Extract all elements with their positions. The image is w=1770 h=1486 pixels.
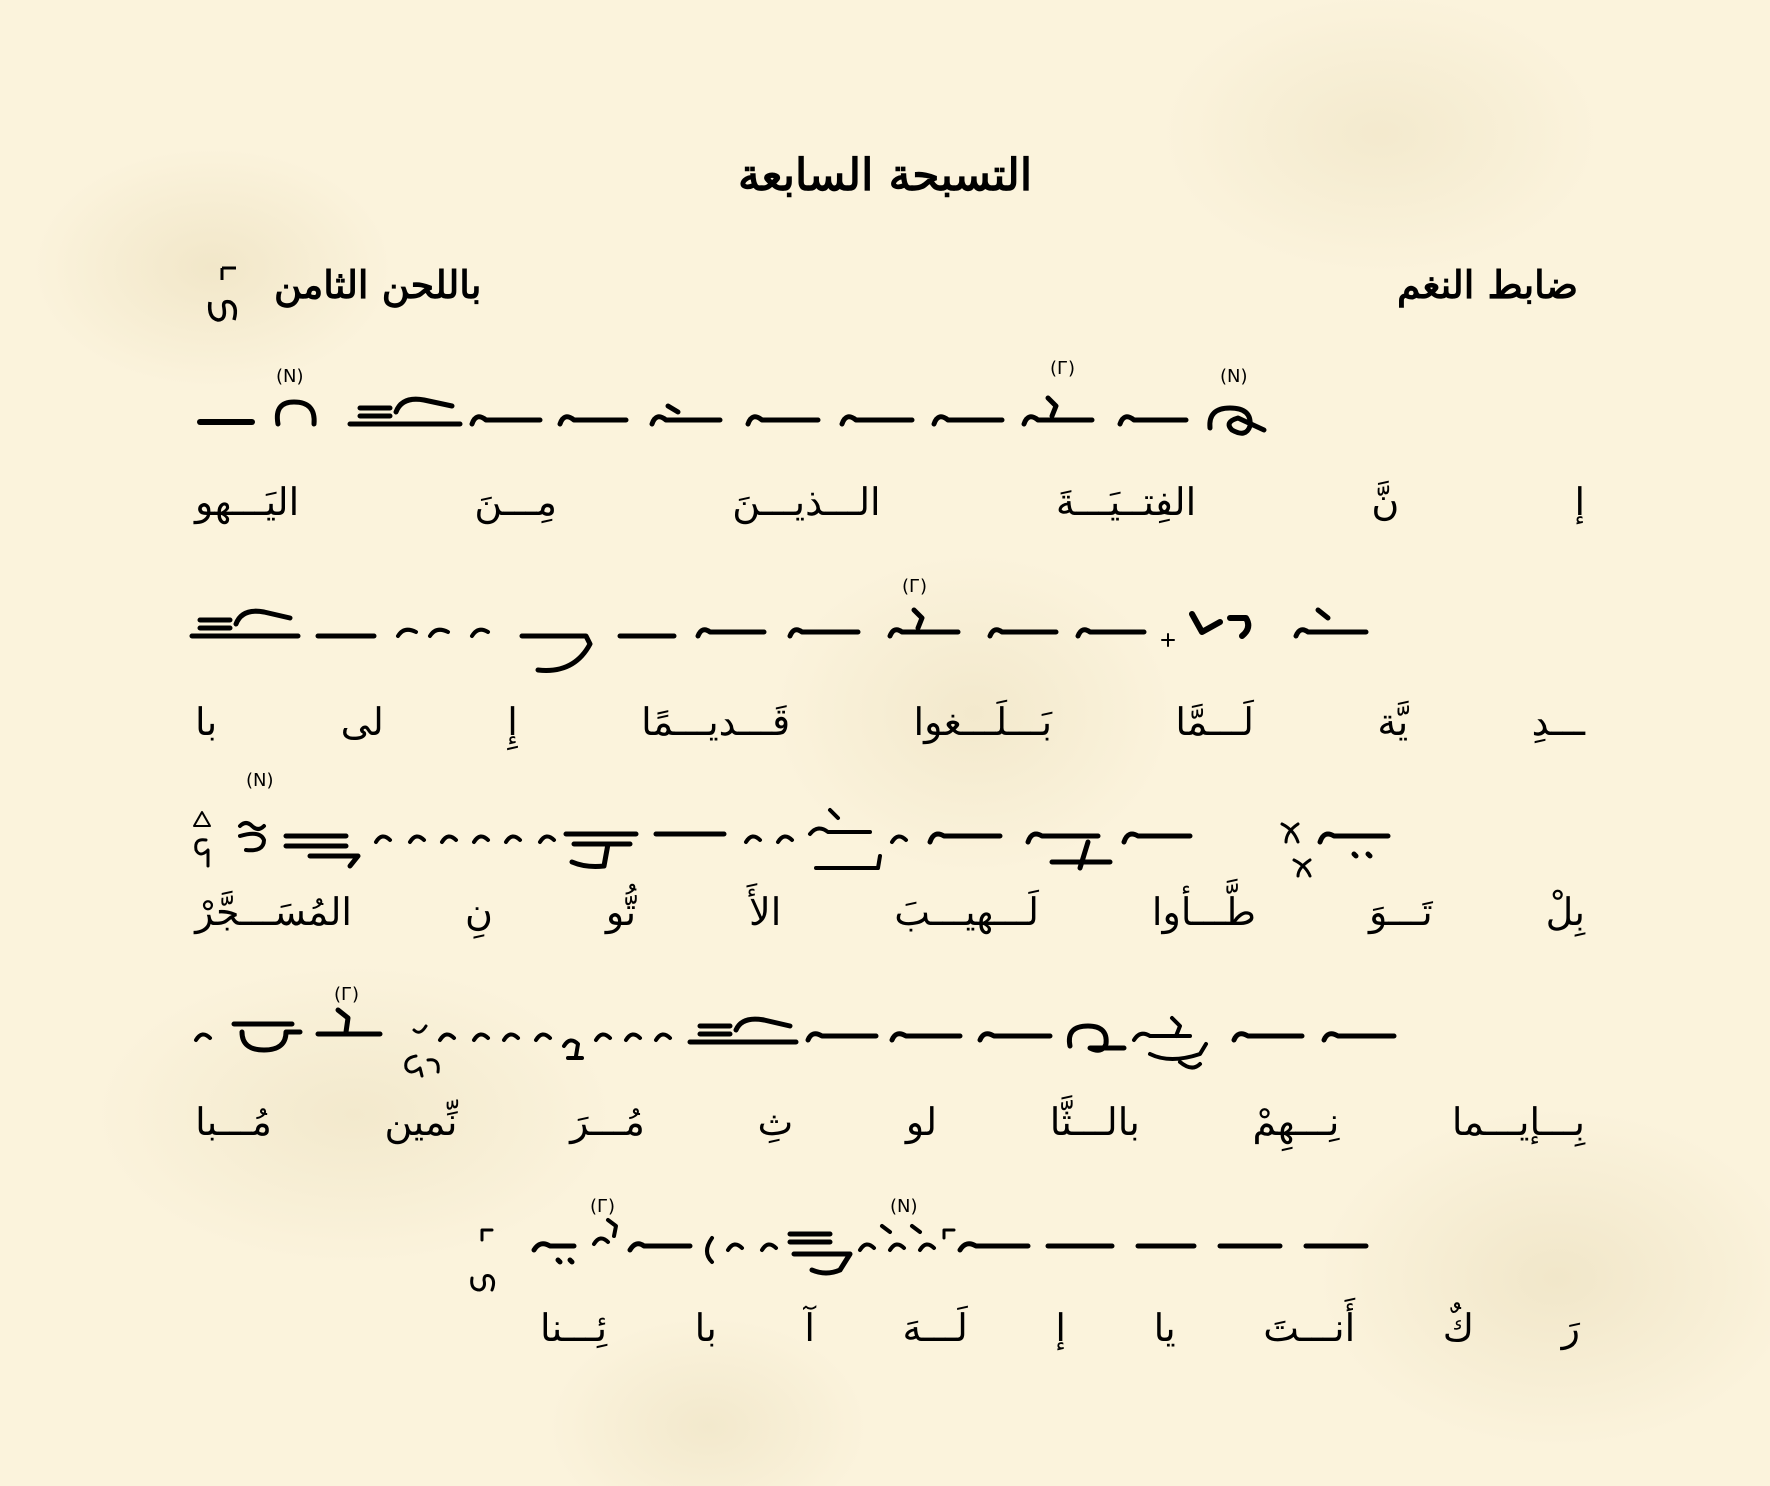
syllable: نِ bbox=[464, 890, 493, 934]
syllable: قَـــديـــمًا bbox=[641, 700, 791, 744]
syllable: لو bbox=[905, 1100, 938, 1144]
notation-line-4 bbox=[190, 980, 1590, 1100]
mode-label: باللحن الثامن bbox=[274, 262, 482, 307]
svg-text:(N): (N) bbox=[1220, 366, 1248, 387]
svg-text:(N): (N) bbox=[890, 1196, 918, 1217]
notation-line-1 bbox=[190, 350, 1590, 470]
syllable: لَـــهيـــبَ bbox=[894, 890, 1039, 934]
syllable: بالـــثَّا bbox=[1049, 1100, 1140, 1144]
svg-text:(Г): (Г) bbox=[902, 576, 928, 597]
syllable: نَّ bbox=[1371, 480, 1400, 524]
notation-line-3 bbox=[190, 770, 1590, 890]
lyric-line-5 bbox=[540, 1296, 1580, 1360]
syllable: لَـــهَ bbox=[902, 1306, 968, 1350]
tone-guide-label: ضابط النغم bbox=[1397, 262, 1578, 307]
syllable: اليَـــهو bbox=[195, 480, 300, 524]
syllable: طَّـــأوا bbox=[1151, 890, 1257, 934]
syllable: بِلْ bbox=[1545, 890, 1585, 934]
syllable: يَّة bbox=[1377, 700, 1409, 744]
syllable: ئِـــنا bbox=[540, 1306, 608, 1350]
svg-text:(N): (N) bbox=[246, 770, 274, 791]
syllable: إِ bbox=[507, 700, 518, 744]
syllable: ـــدِ bbox=[1531, 700, 1585, 744]
syllable: مُـــرَ bbox=[570, 1100, 645, 1144]
syllable: نِّمين bbox=[384, 1100, 458, 1144]
syllable: الـــذيـــنَ bbox=[732, 480, 881, 524]
syllable: تُّو bbox=[605, 890, 637, 934]
svg-text:(Г): (Г) bbox=[590, 1196, 616, 1217]
syllable: آ bbox=[804, 1306, 815, 1350]
lyric-line-2 bbox=[195, 690, 1585, 754]
syllable: بِـــإيـــما bbox=[1451, 1100, 1585, 1144]
syllable: ثِ bbox=[757, 1100, 794, 1144]
syllable: كٌ bbox=[1442, 1306, 1475, 1350]
syllable: إ bbox=[1574, 480, 1585, 524]
svg-text:(N): (N) bbox=[276, 366, 304, 387]
syllable: تَـــوَ bbox=[1369, 890, 1433, 934]
syllable: مُـــبا bbox=[195, 1100, 272, 1144]
syllable: لَـــمَّا bbox=[1175, 700, 1254, 744]
syllable: المُسَـــجَّرْ bbox=[195, 890, 352, 934]
notation-line-5 bbox=[190, 1190, 1590, 1310]
svg-text:(Г): (Г) bbox=[1050, 358, 1076, 379]
syllable: يا bbox=[1153, 1306, 1176, 1350]
svg-text:(Г): (Г) bbox=[334, 984, 360, 1005]
syllable: بَـــلَـــغوا bbox=[913, 700, 1053, 744]
syllable: نِـــهِمْ bbox=[1252, 1100, 1340, 1144]
notation-line-2 bbox=[190, 570, 1590, 690]
syllable: الأَ bbox=[749, 890, 782, 934]
lyric-line-4 bbox=[195, 1090, 1585, 1154]
syllable: رَ bbox=[1561, 1306, 1580, 1350]
syllable: با bbox=[694, 1306, 717, 1350]
syllable: الفِتــيَـــةَ bbox=[1055, 480, 1197, 524]
lyric-line-1 bbox=[195, 470, 1585, 534]
syllable: مِـــنَ bbox=[474, 480, 558, 524]
syllable: أَنـــتَ bbox=[1263, 1306, 1356, 1350]
page-title: التسبحة السابعة bbox=[737, 150, 1033, 201]
syllable: لى bbox=[340, 700, 384, 744]
mode-sign-icon bbox=[204, 262, 244, 328]
syllable: با bbox=[195, 700, 218, 744]
syllable: إ bbox=[1055, 1306, 1066, 1350]
lyric-line-3 bbox=[195, 880, 1585, 944]
